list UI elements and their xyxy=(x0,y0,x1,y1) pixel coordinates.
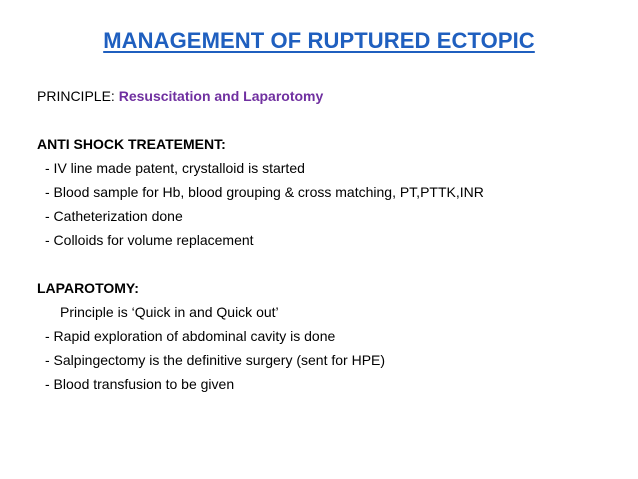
spacer xyxy=(37,108,627,132)
principle-line xyxy=(37,84,627,108)
spacer xyxy=(37,252,627,276)
anti-shock-item: - Catheterization done xyxy=(45,208,183,224)
anti-shock-heading: ANTI SHOCK TREATEMENT: xyxy=(37,136,226,152)
slide-body xyxy=(37,84,627,396)
principle-value: Resuscitation and Laparotomy xyxy=(118,88,324,104)
laparotomy-principle: Principle is ‘Quick in and Quick out’ xyxy=(60,304,279,320)
laparotomy-item: - Salpingectomy is the definitive surgery (sent for HPE) xyxy=(45,352,386,368)
anti-shock-item: - IV line made patent, crystalloid is started xyxy=(45,160,305,176)
laparotomy-item: - Rapid exploration of abdominal cavity is done xyxy=(45,328,336,344)
anti-shock-item: - Colloids for volume replacement xyxy=(45,232,254,248)
laparotomy-heading: LAPAROTOMY: xyxy=(37,280,139,296)
laparotomy-item: - Blood transfusion to be given xyxy=(45,376,235,392)
anti-shock-item: - Blood sample for Hb, blood grouping & cross matching, PT,PTTK,INR xyxy=(45,184,484,200)
slide-title: MANAGEMENT OF RUPTURED ECTOPIC xyxy=(103,28,535,53)
principle-label: PRINCIPLE: xyxy=(37,88,119,104)
